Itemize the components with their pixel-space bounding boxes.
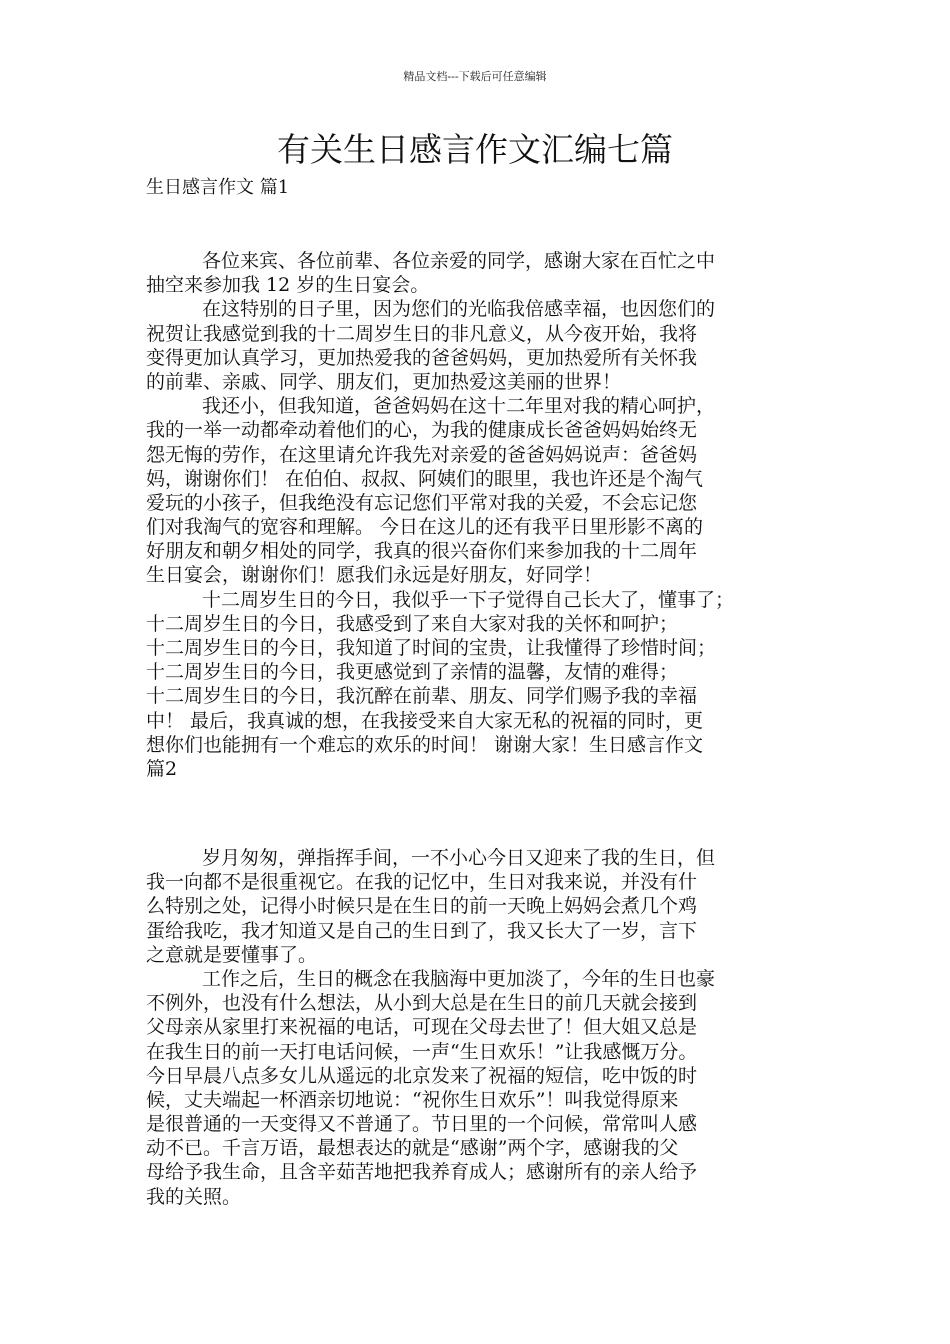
text-line: 怨无悔的劳作，在这里请允许我先对亲爱的爸爸妈妈说声：爸爸妈: [146, 443, 698, 466]
text-line: 候，丈夫端起一杯酒亲切地说：“祝你生日欢乐”！叫我觉得原来: [146, 1088, 679, 1111]
text-line: 的前辈、亲戚、同学、朋友们，更加热爱这美丽的世界！: [146, 370, 622, 393]
text-line: 祝贺让我感觉到我的十二周岁生日的非凡意义，从今夜开始，我将: [146, 322, 698, 345]
header-note: 精品文档---下载后可任意编辑: [403, 70, 547, 83]
text-line: 好朋友和朝夕相处的同学，我真的很兴奋你们来参加我的十二周年: [146, 540, 698, 563]
text-line: 我还小，但我知道，爸爸妈妈在这十二年里对我的精心呵护，: [202, 395, 716, 418]
text-line: 爱玩的小孩子，但我绝没有忘记您们平常对我的关爱，不会忘记您: [146, 491, 698, 514]
text-line: 在这特别的日子里，因为您们的光临我倍感幸福，也因您们的: [202, 298, 716, 321]
text-line: 十二周岁生日的今日，我似乎一下子觉得自己长大了，懂事了；: [202, 588, 735, 611]
text-line: 在我生日的前一天打电话问候，一声“生日欢乐！”让我感慨万分。: [146, 1040, 698, 1063]
text-line: 之意就是要懂事了。: [146, 943, 318, 966]
text-line: 母给予我生命，且含辛茹苦地把我养育成人；感谢所有的亲人给予: [146, 1161, 698, 1184]
text-line: 篇2: [146, 757, 178, 780]
text-line: 今日早晨八点多女儿从遥远的北京发来了祝福的短信，吃中饭的时: [146, 1064, 698, 1087]
text-line: 十二周岁生日的今日，我沉醉在前辈、朋友、同学们赐予我的幸福: [146, 685, 698, 708]
section-heading-1: 生日感言作文 篇1: [146, 177, 290, 198]
text-line: 我一向都不是很重视它。在我的记忆中，生日对我来说，并没有什: [146, 871, 698, 894]
text-line: 动不已。千言万语，最想表达的就是“感谢”两个字，感谢我的父: [146, 1137, 679, 1160]
text-line: 十二周岁生日的今日，我更感觉到了亲情的温馨，友情的难得；: [146, 661, 679, 684]
text-line: 中！ 最后，我真诚的想，在我接受来自大家无私的祝福的同时，更: [146, 709, 704, 732]
text-line: 岁月匆匆，弹指挥手间，一不小心今日又迎来了我的生日，但: [202, 847, 716, 869]
text-line: 抽空来参加我 12 岁的生日宴会。: [146, 274, 430, 297]
text-line: 生日宴会，谢谢你们！愿我们永远是好朋友，好同学！: [146, 564, 603, 587]
text-line: 各位来宾、各位前辈、各位亲爱的同学，感谢大家在百忙之中: [202, 250, 716, 272]
text-line: 们对我淘气的宽容和理解。 今日在这儿的还有我平日里形影不离的: [146, 516, 704, 539]
text-line: 我的一举一动都牵动着他们的心，为我的健康成长爸爸妈妈始终无: [146, 419, 698, 442]
text-line: 我的关照。: [146, 1185, 242, 1208]
text-line: 蛋给我吃，我才知道又是自己的生日到了，我又长大了一岁，言下: [146, 919, 698, 942]
text-line: 么特别之处，记得小时候只是在生日的前一天晚上妈妈会煮几个鸡: [146, 895, 698, 918]
text-line: 十二周岁生日的今日，我感受到了来自大家对我的关怀和呵护；: [146, 612, 679, 635]
document-title: 有关生日感言作文汇编七篇: [277, 130, 673, 169]
text-line: 想你们也能拥有一个难忘的欢乐的时间！ 谢谢大家！生日感言作文: [146, 733, 704, 756]
text-line: 妈，谢谢你们！ 在伯伯、叔叔、阿姨们的眼里，我也许还是个淘气: [146, 467, 704, 490]
section-2-body: [146, 846, 808, 1209]
text-line: 是很普通的一天变得又不普通了。节日里的一个问候，常常叫人感: [146, 1113, 698, 1136]
text-line: 不例外，也没有什么想法，从小到大总是在生日的前几天就会接到: [146, 992, 698, 1015]
text-line: 十二周岁生日的今日，我知道了时间的宝贵，让我懂得了珍惜时间；: [146, 637, 717, 659]
text-line: 变得更加认真学习，更加热爱我的爸爸妈妈，更加热爱所有关怀我: [146, 346, 698, 369]
text-line: 工作之后，生日的概念在我脑海中更加淡了，今年的生日也豪: [202, 967, 716, 990]
text-line: 父母亲从家里打来祝福的电话，可现在父母去世了！但大姐又总是: [146, 1016, 698, 1039]
section-1-body: [146, 249, 808, 781]
